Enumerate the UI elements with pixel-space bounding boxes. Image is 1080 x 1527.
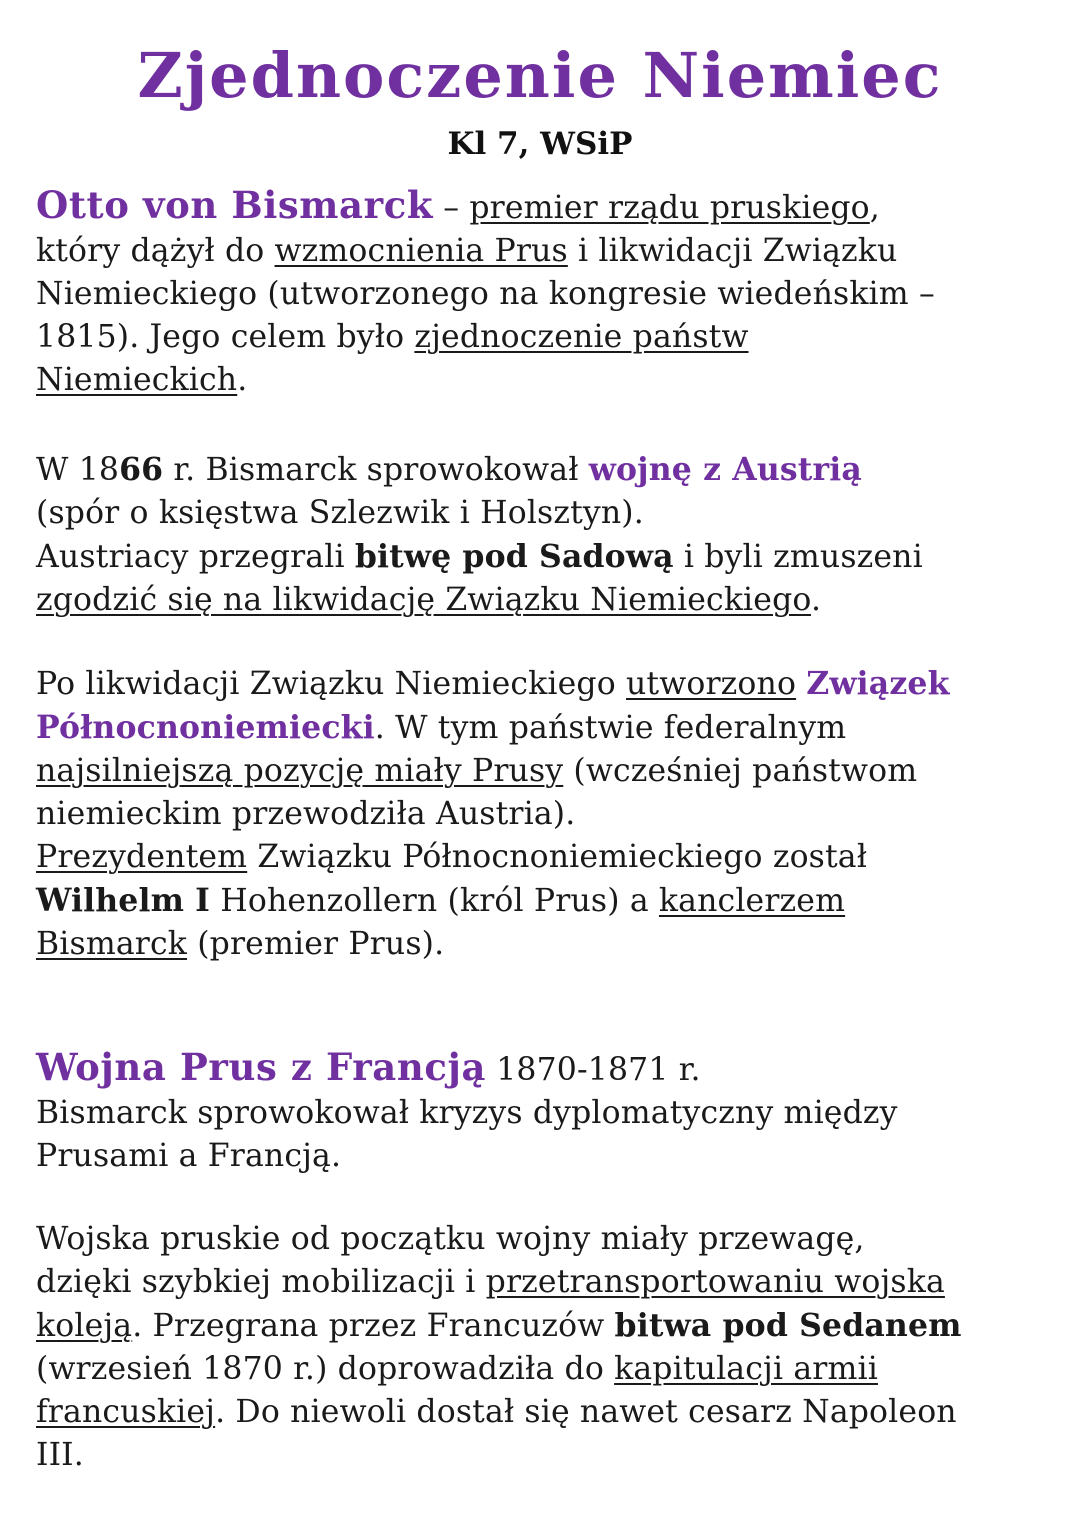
text-run: 1870-1871 r. xyxy=(486,1052,701,1088)
text-line xyxy=(36,492,1046,535)
text-run: i byli zmuszeni xyxy=(673,539,923,575)
underlined-term: kanclerzem xyxy=(658,883,846,919)
text-run: , xyxy=(869,190,880,226)
bold-term: bitwa pod Sedanem xyxy=(614,1307,962,1344)
text-run: (spór o księstwa Szlezwik i Holsztyn). xyxy=(36,495,644,531)
section-heading-france: Wojna Prus z Francją xyxy=(36,1045,487,1089)
text-line xyxy=(36,923,1046,966)
highlight-term: wojnę z Austrią xyxy=(588,451,862,488)
bold-term: 66 xyxy=(119,451,164,488)
text-line xyxy=(36,535,1046,579)
bold-term: Wilhelm I xyxy=(36,882,211,919)
text-run: dzięki szybkiej mobilizacji i xyxy=(36,1264,486,1300)
bismarck-paragraph xyxy=(36,184,1046,402)
underlined-term: Prezydentem xyxy=(36,839,248,875)
text-line xyxy=(36,836,1046,879)
text-line xyxy=(36,579,1046,622)
text-run: niemieckim przewodziła Austria). xyxy=(36,796,576,832)
text-run: (wcześniej państwom xyxy=(563,753,918,789)
text-line xyxy=(36,750,1046,793)
text-run: Niemieckiego (utworzonego na kongresie wiedeńskim – xyxy=(36,276,935,312)
text-line xyxy=(36,793,1046,836)
text-line xyxy=(36,184,1046,230)
section-heading-bismarck: Otto von Bismarck xyxy=(36,183,434,227)
page-subtitle: Kl 7, WSiP xyxy=(447,126,633,162)
underlined-term: wzmocnienia Prus xyxy=(274,233,568,269)
france-war-paragraph xyxy=(36,1046,1046,1178)
north-german-paragraph xyxy=(36,662,1046,966)
text-line xyxy=(36,359,1046,402)
text-run: (premier Prus). xyxy=(187,926,445,962)
austria-war-paragraph xyxy=(36,448,1046,622)
text-line xyxy=(36,273,1046,316)
text-run: . Przegrana przez Francuzów xyxy=(132,1308,615,1344)
highlight-term: Związek xyxy=(806,665,950,702)
text-run: . W tym państwie federalnym xyxy=(374,710,847,746)
underlined-term: premier rządu pruskiego xyxy=(469,190,870,226)
text-line xyxy=(36,662,1046,706)
bold-term: bitwę pod Sadową xyxy=(354,538,674,575)
text-run: który dążył do xyxy=(36,233,275,269)
text-run: . xyxy=(810,582,822,618)
text-run: – xyxy=(433,190,470,226)
text-line xyxy=(36,230,1046,273)
underlined-term: kapitulacji armii xyxy=(614,1351,878,1387)
text-line xyxy=(36,1135,1046,1178)
text-run: Prusami a Francją. xyxy=(36,1138,342,1174)
text-run: r. Bismarck sprowokował xyxy=(163,452,589,488)
underlined-term: zgodzić się na likwidację Związku Niemieckiego xyxy=(36,582,811,618)
page-title: Zjednoczenie Niemiec xyxy=(137,39,943,112)
underlined-term: francuskiej xyxy=(36,1394,216,1430)
text-line xyxy=(36,1391,1046,1434)
text-line xyxy=(36,706,1046,750)
text-run: Austriacy przegrali xyxy=(36,539,355,575)
text-run: 1815). Jego celem było xyxy=(36,319,415,355)
text-run: Bismarck sprowokował kryzys dyplomatyczny między xyxy=(36,1095,898,1131)
text-run: (wrzesień 1870 r.) doprowadziła do xyxy=(36,1351,615,1387)
underlined-term: Niemieckich xyxy=(36,362,238,398)
text-run xyxy=(796,666,806,702)
text-run: . Do niewoli dostał się nawet cesarz Napoleon xyxy=(215,1394,957,1430)
underlined-term: przetransportowaniu wojska xyxy=(485,1264,945,1300)
underlined-term: Bismarck xyxy=(36,926,188,962)
underlined-term: utworzono xyxy=(626,666,797,702)
text-line xyxy=(36,1092,1046,1135)
text-line xyxy=(36,316,1046,359)
text-run: i likwidacji Związku xyxy=(567,233,898,269)
text-line xyxy=(36,1304,1046,1348)
underlined-term: najsilniejszą pozycję miały Prusy xyxy=(36,753,564,789)
text-run: . xyxy=(237,362,248,398)
text-line xyxy=(36,1046,1046,1092)
text-run: W 18 xyxy=(36,452,120,488)
france-war-details-paragraph xyxy=(36,1218,1046,1477)
highlight-term: Północnoniemiecki xyxy=(36,709,375,746)
text-run: Wojska pruskie od początku wojny miały przewagę, xyxy=(36,1221,865,1257)
text-line xyxy=(36,448,1046,492)
underlined-term: koleją xyxy=(36,1308,133,1344)
text-line xyxy=(36,1261,1046,1304)
text-line xyxy=(36,1434,1046,1477)
text-run: Związku Północnoniemieckiego został xyxy=(247,839,868,875)
text-line xyxy=(36,1218,1046,1261)
text-run: Po likwidacji Związku Niemieckiego xyxy=(36,666,626,702)
underlined-term: zjednoczenie państw xyxy=(414,319,749,355)
text-run: III. xyxy=(36,1437,84,1473)
text-line xyxy=(36,1348,1046,1391)
text-run: Hohenzollern (król Prus) a xyxy=(210,883,659,919)
text-line xyxy=(36,879,1046,923)
